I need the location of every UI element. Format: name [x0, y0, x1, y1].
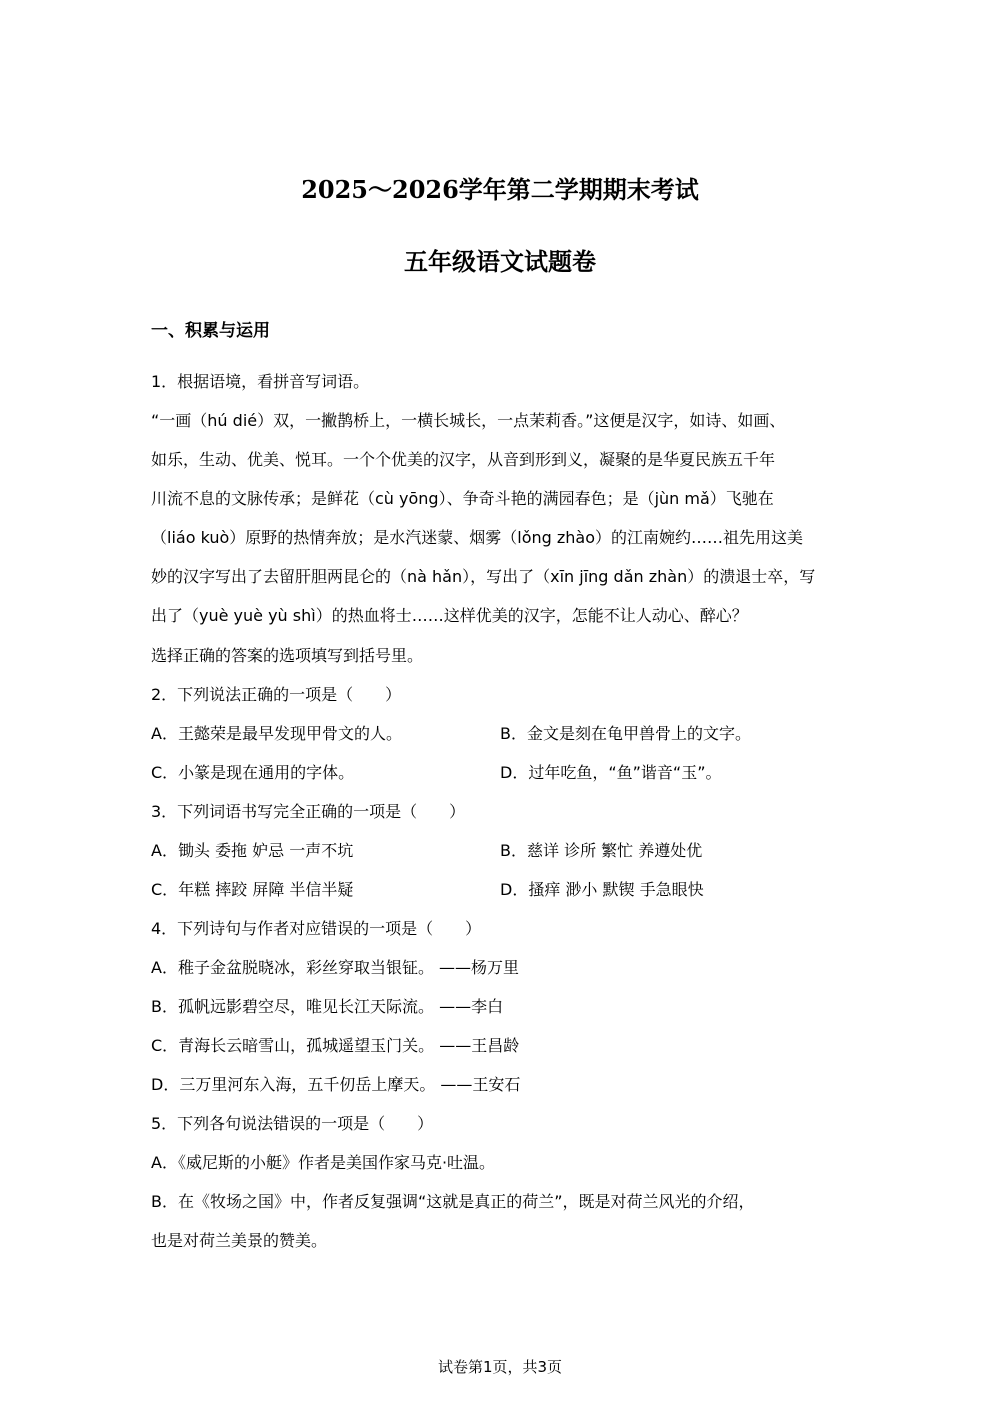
- question-1-stem: 1．根据语境，看拼音写词语。: [151, 372, 370, 391]
- option-a: A．王懿荣是最早发现甲骨文的人。: [151, 724, 402, 743]
- option-a: A．稚子金盆脱晓冰，彩丝穿取当银钲。 ——杨万里: [151, 958, 520, 977]
- passage-line: “一画（hú dié）双，一撇鹊桥上，一横长城长，一点茉莉香。”这便是汉字，如诗、如画、: [151, 411, 786, 430]
- option-b: B．孤帆远影碧空尽，唯见长江天际流。 ——李白: [151, 997, 504, 1016]
- option-c: C．年糕 摔跤 屏障 半信半疑: [151, 880, 354, 899]
- question-4-stem: 4．下列诗句与作者对应错误的一项是（ ）: [151, 919, 482, 938]
- question-5-stem: 5．下列各句说法错误的一项是（ ）: [151, 1114, 434, 1133]
- option-b: B．在《牧场之国》中，作者反复强调“这就是真正的荷兰”，既是对荷兰风光的介绍，: [151, 1192, 755, 1211]
- option-a: A．锄头 委拖 妒忌 一声不坑: [151, 841, 354, 860]
- section-heading: 一、积累与运用: [151, 321, 270, 341]
- instruction: 选择正确的答案的选项填写到括号里。: [151, 646, 424, 665]
- option-b: B．金文是刻在龟甲兽骨上的文字。: [500, 724, 751, 743]
- exam-title: 2025～2026学年第二学期期末考试: [301, 175, 699, 204]
- option-b: B．慈详 诊所 繁忙 养遵处优: [500, 841, 703, 860]
- option-d: D．三万里河东入海，五千仞岳上摩天。 ——王安石: [151, 1075, 521, 1094]
- passage-line: 如乐，生动、优美、悦耳。一个个优美的汉字，从音到形到义，凝聚的是华夏民族五千年: [151, 450, 776, 469]
- passage-line: 妙的汉字写出了去留肝胆两昆仑的（nà hǎn），写出了（xīn jīng dǎn zhàn）的溃退士卒，写: [151, 567, 816, 586]
- exam-subtitle: 五年级语文试题卷: [404, 247, 596, 276]
- passage-line: 川流不息的文脉传承；是鲜花（cù yōng）、争奇斗艳的满园春色；是（jùn mǎ）飞驰在: [151, 489, 774, 508]
- page-footer: 试卷第1页，共3页: [437, 1358, 563, 1376]
- option-d: D．搔痒 渺小 默锲 手急眼快: [500, 880, 704, 899]
- option-b-continued: 也是对荷兰美景的赞美。: [151, 1231, 328, 1250]
- question-3-stem: 3．下列词语书写完全正确的一项是（ ）: [151, 802, 466, 821]
- passage-line: 出了（yuè yuè yù shì）的热血将士……这样优美的汉字，怎能不让人动心、醉心？: [151, 606, 748, 625]
- option-d: D．过年吃鱼，“鱼”谐音“玉”。: [500, 763, 722, 782]
- question-2-stem: 2．下列说法正确的一项是（ ）: [151, 685, 402, 704]
- passage-line: （liáo kuò）原野的热情奔放；是水汽迷蒙、烟雾（lǒng zhào）的江南婉约……祖先用这美: [151, 528, 804, 547]
- option-c: C．青海长云暗雪山，孤城遥望玉门关。 ——王昌龄: [151, 1036, 520, 1055]
- option-c: C．小篆是现在通用的字体。: [151, 763, 355, 782]
- option-a: A．《威尼斯的小艇》作者是美国作家马克·吐温。: [151, 1153, 496, 1172]
